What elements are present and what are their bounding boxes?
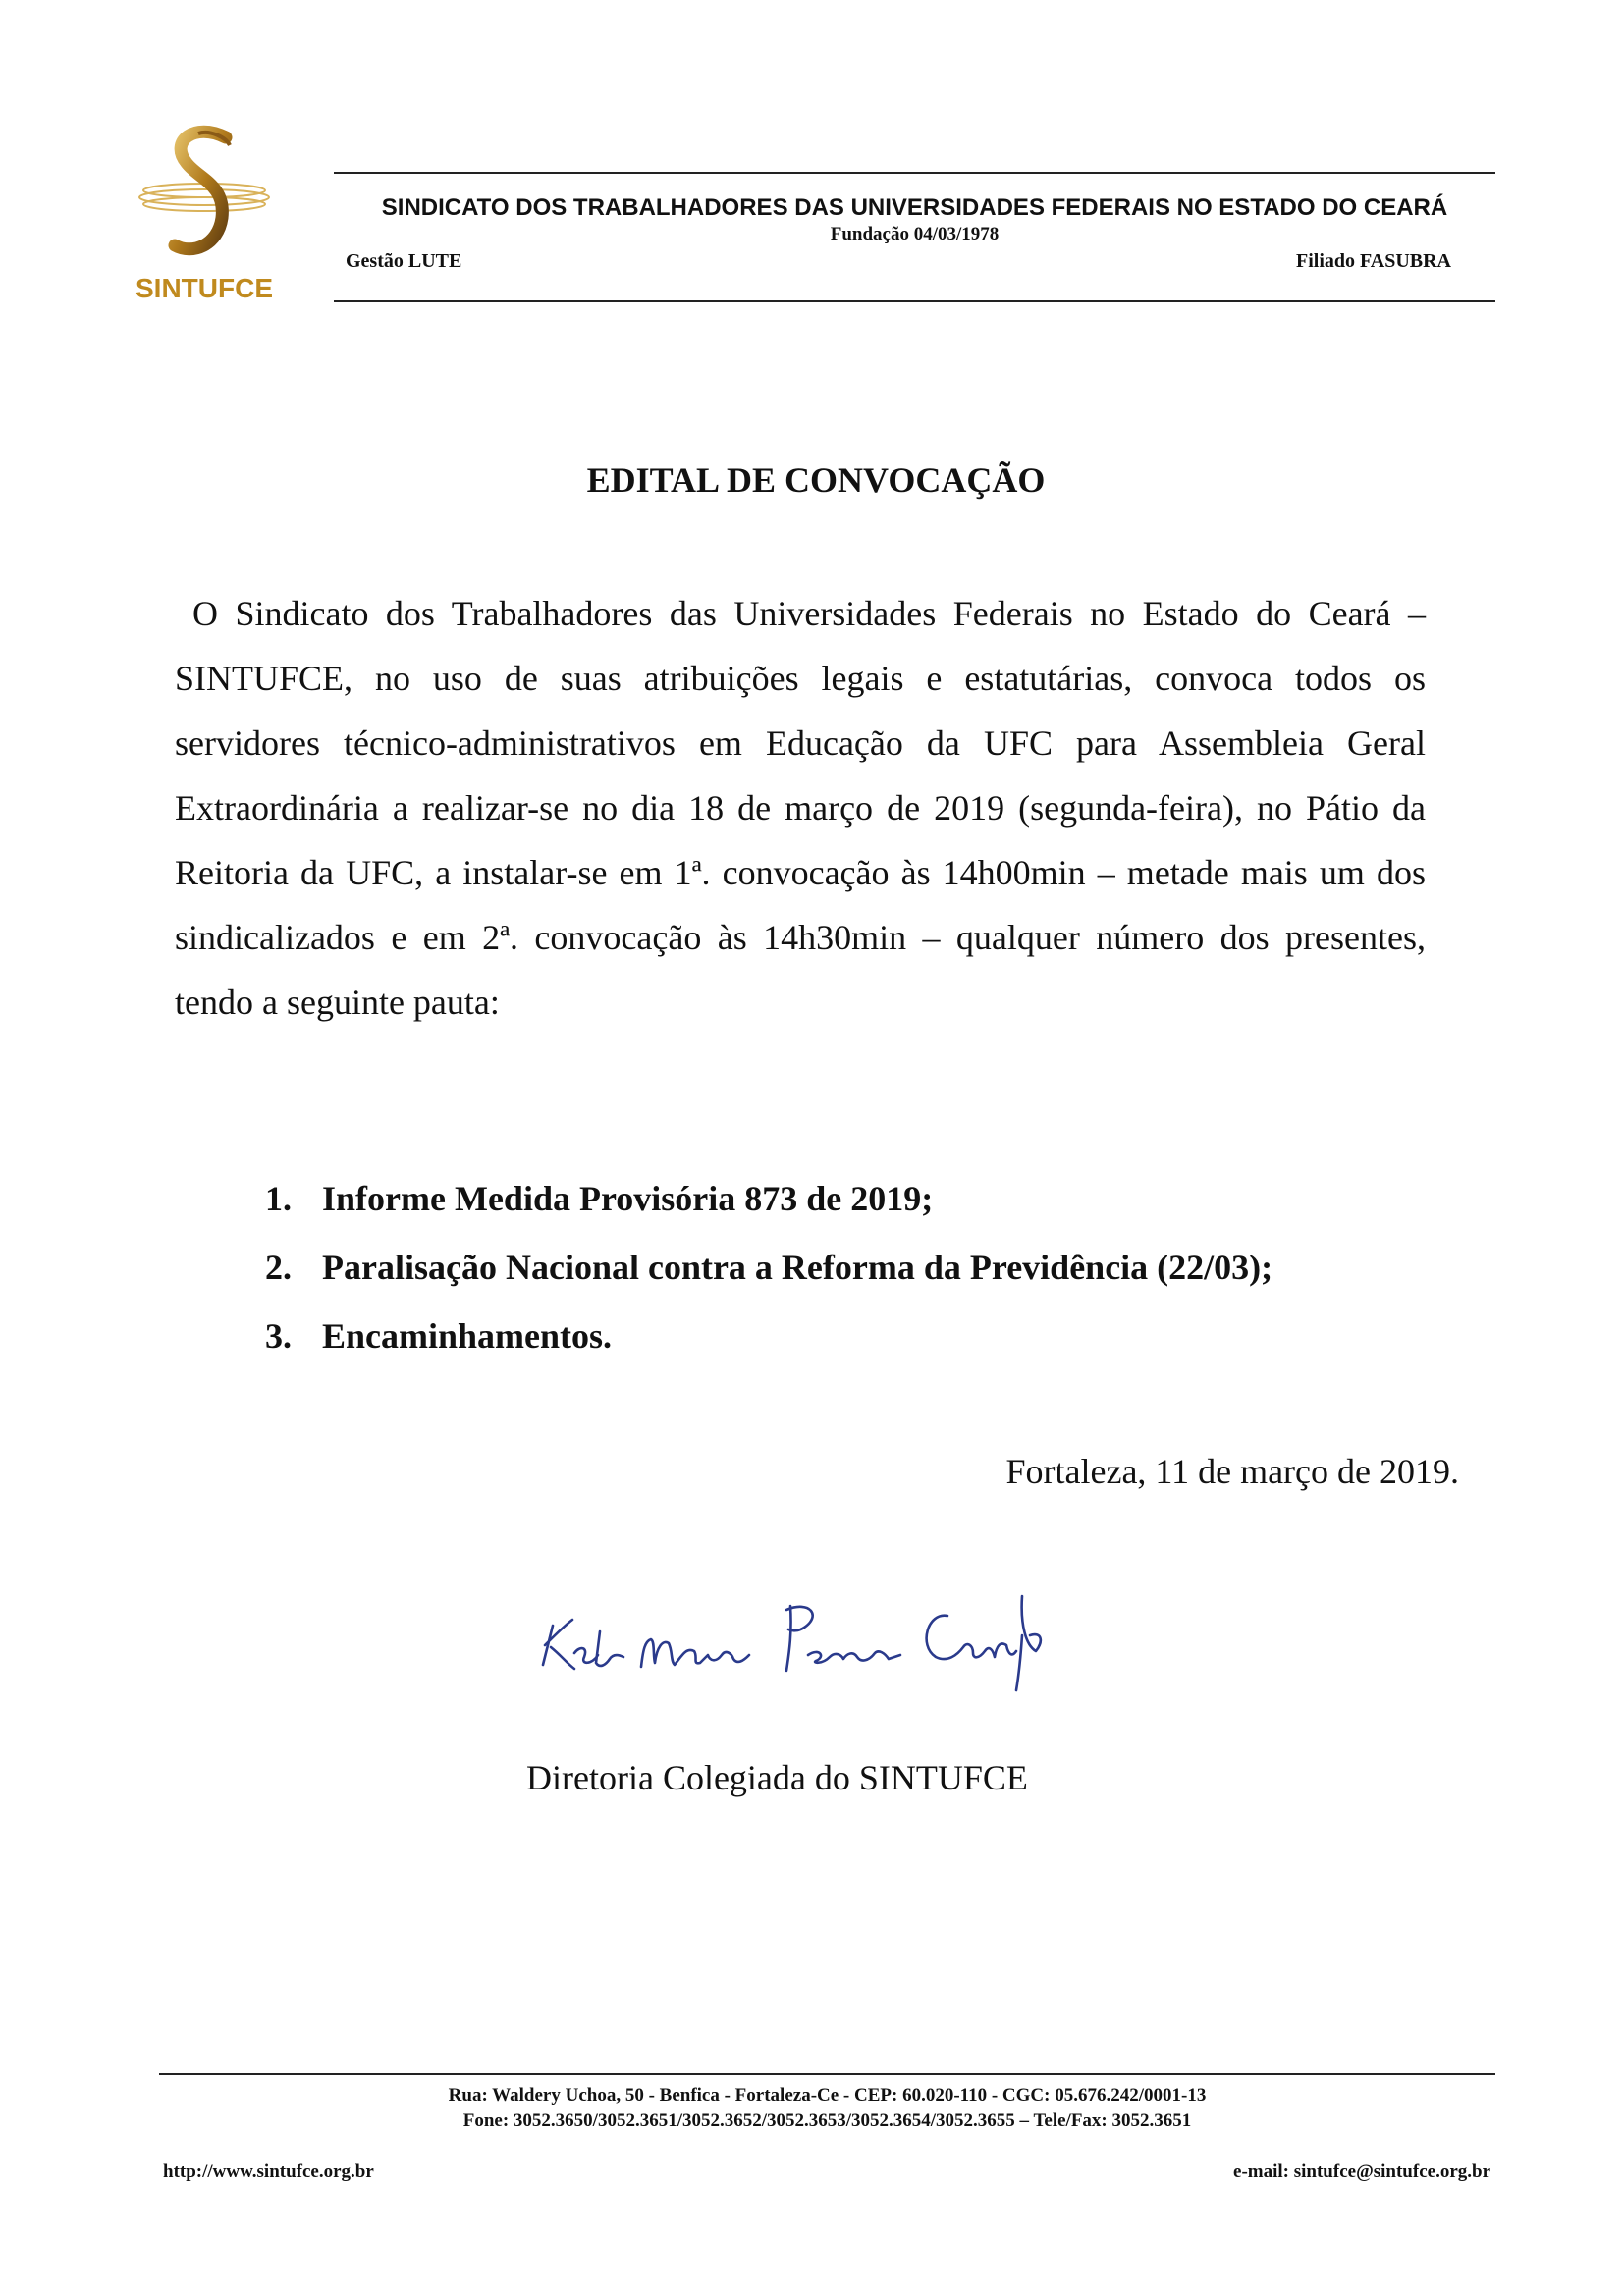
agenda-item-number: 2. [265, 1248, 292, 1287]
footer-phones: Fone: 3052.3650/3052.3651/3052.3652/3052.3653/3052.3654/3052.3655 – Tele/Fax: 3052.3651 [462, 2110, 1192, 2131]
agenda-list [265, 1178, 1272, 1384]
agenda-item-number: 1. [265, 1179, 292, 1218]
header-bottom-divider [334, 300, 1495, 302]
agenda-item-text: Informe Medida Provisória 873 de 2019; [322, 1179, 934, 1218]
signer-name: Diretoria Colegiada do SINTUFCE [526, 1758, 1028, 1797]
place-and-date: Fortaleza, 11 de março de 2019. [1005, 1452, 1459, 1491]
agenda-item-number: 3. [265, 1316, 292, 1356]
signature-icon [535, 1576, 1065, 1694]
sintufce-emblem-icon [135, 124, 273, 269]
organization-name: SINDICATO DOS TRABALHADORES DAS UNIVERSIDADES FEDERAIS NO ESTADO DO CEARÁ [381, 194, 1448, 221]
footer-address: Rua: Waldery Uchoa, 50 - Benfica - Fortaleza-Ce - CEP: 60.020-110 - CGC: 05.676.242/0001-13 [448, 2085, 1207, 2106]
agenda-item-text: Encaminhamentos. [322, 1316, 613, 1356]
logo-wordmark: SINTUFCE [135, 273, 273, 303]
affiliation-label: Filiado FASUBRA [1296, 250, 1451, 272]
agenda-item [265, 1315, 1272, 1384]
intro-paragraph: O Sindicato dos Trabalhadores das Universidades Federais no Estado do Ceará – SINTUFCE, no uso de suas atribuições legais e estatutárias, convoca todos os servidores técnico-administrativos em Educação da UFC para Assembleia Geral Extraordinária a realizar-se no dia 18 de março de 2019 (segunda-feira), no Pátio da Reitoria da UFC, a instalar-se em 1ª. convocação às 14h00min – metade mais um dos sindicalizados e em 2ª. convocação às 14h30min – qualquer número dos presentes, tendo a seguinte pauta: [175, 594, 1426, 1022]
foundation-date: Fundação 04/03/1978 [830, 224, 1000, 244]
handwritten-signature [535, 1576, 1065, 1694]
footer-divider [159, 2073, 1495, 2075]
sintufce-logo [126, 124, 283, 310]
management-label: Gestão LUTE [346, 250, 462, 272]
footer-email-link[interactable]: e-mail: sintufce@sintufce.org.br [1233, 2162, 1490, 2182]
header-top-divider [334, 172, 1495, 174]
agenda-item [265, 1247, 1272, 1315]
document-title: EDITAL DE CONVOCAÇÃO [586, 460, 1046, 500]
footer-website-link[interactable]: http://www.sintufce.org.br [163, 2162, 374, 2182]
agenda-item-text: Paralisação Nacional contra a Reforma da Previdência (22/03); [322, 1248, 1273, 1287]
agenda-item [265, 1178, 1272, 1247]
